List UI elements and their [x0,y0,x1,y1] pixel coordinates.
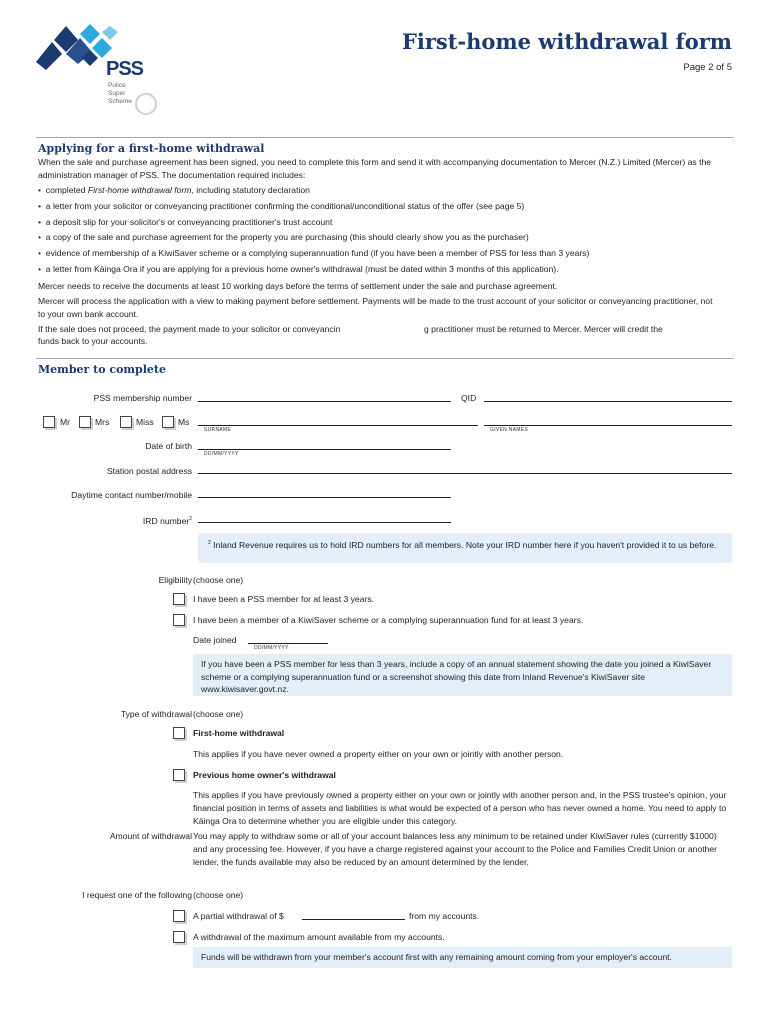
title-mrs-label: Mrs [95,417,110,427]
date-of-birth-field[interactable] [198,449,451,450]
settlement-paragraph: Mercer needs to receive the documents at least 10 working days before the terms of settlement under the sale and purchase agreement. [38,281,558,291]
first-home-withdrawal-label: First-home withdrawal [193,728,285,738]
surname-field[interactable] [198,425,478,426]
previous-owner-withdrawal-label: Previous home owner's withdrawal [193,770,336,780]
title-miss-checkbox[interactable] [120,416,132,428]
list-item: • a letter from Kāinga Ora if you are applying for a previous home owner's withdrawal (must be dated within 3 months of this application). [38,263,559,274]
documentation-list [38,183,738,278]
partial-withdrawal-checkbox[interactable] [173,910,185,922]
first-home-withdrawal-checkbox[interactable] [173,727,185,739]
funds-note: Funds will be withdrawn from your member's account first with any remaining amount coming from your employer's account. [193,947,732,968]
withdrawal-type-label: Type of withdrawal [120,709,192,719]
date-joined-label: Date joined [193,635,237,645]
title-mrs-checkbox[interactable] [79,416,91,428]
partial-withdrawal-label: A partial withdrawal of $ [193,911,284,921]
refund-paragraph-part: g practitioner must be returned to Mercer. Mercer will credit the [424,324,663,334]
date-joined-field[interactable] [248,643,328,644]
contact-number-label: Daytime contact number/mobile [71,490,192,500]
title-ms-checkbox[interactable] [162,416,174,428]
list-item: • a deposit slip for your solicitor's or conveyancing practitioner's trust account [38,216,333,227]
surname-hint: SURNAME [204,427,232,433]
previous-owner-withdrawal-desc: This applies if you have previously owned a property either on your own or jointly with another person and, in the PSS trustee's opinion, your financial position in terms of assets and liabilities is what would be expected of a person who has never owned a home. You need to apply to Kāinga Ora to determine whether you are eligible under this category. [193,790,727,826]
section-heading-member: Member to complete [38,363,166,376]
logo-text: PSS [106,58,144,80]
ird-number-field[interactable] [198,522,451,523]
pss-logo [36,24,176,119]
ird-number-label: IRD number$^2$ [142,515,192,526]
eligibility-pss-3yrs-label: I have been a PSS member for at least 3 years. [193,594,375,604]
partial-withdrawal-suffix: from my accounts. [409,911,480,921]
refund-paragraph-part: funds back to your accounts. [38,336,148,346]
given-names-hint: GIVEN NAMES [490,427,529,433]
logo-sub-line: Police [108,82,126,89]
applying-intro: When the sale and purchase agreement has been signed, you need to complete this form and send it with accompanying documentation to Mercer (N.Z.) Limited (Mercer) as the administration manager of PSS. The documentation required includes: [38,157,712,180]
date-of-birth-hint: DD/MM/YYYY [204,451,239,457]
qid-label: QID [461,393,477,403]
withdrawal-type-choose-one: (choose one) [193,709,244,719]
title-mr-label: Mr [60,417,71,427]
postal-address-label: Station postal address [106,466,192,476]
ird-note: $^2$ Inland Revenue requires us to hold IRD numbers for all members. Note your IRD number here if you haven't provided it to us before. [198,533,732,563]
amount-label: Amount of withdrawal [109,831,192,841]
eligibility-choose-one: (choose one) [193,575,244,585]
title-mr-checkbox[interactable] [43,416,55,428]
pss-membership-label: PSS membership number [93,393,192,403]
eligibility-kiwisaver-checkbox[interactable] [173,614,185,626]
contact-number-field[interactable] [198,497,451,498]
list-item: • completed First-home withdrawal form, including statutory declaration [38,185,310,195]
previous-owner-withdrawal-checkbox[interactable] [173,769,185,781]
eligibility-label: Eligibility [158,575,192,585]
request-choose-one: (choose one) [193,890,244,900]
maximum-withdrawal-label: A withdrawal of the maximum amount available from my accounts. [193,932,445,942]
eligibility-note: If you have been a PSS member for less than 3 years, include a copy of an annual statement showing the date you joined a KiwiSaver scheme or a complying superannuation fund or a screenshot showing this date from Inland Revenue's KiwiSaver site www.kiwisaver.govt.nz. [193,654,732,696]
date-joined-hint: DD/MM/YYYY [254,645,289,651]
logo-sub-line: Scheme [108,98,132,105]
title-miss-label: Miss [136,417,154,427]
page-number: Page 2 of 5 [683,62,732,73]
pss-membership-field[interactable] [198,401,451,402]
title-ms-label: Ms [178,417,190,427]
postal-address-field[interactable] [198,473,732,474]
eligibility-pss-3yrs-checkbox[interactable] [173,593,185,605]
list-item: • evidence of membership of a KiwiSaver scheme or a complying superannuation fund (if you have been a member of PSS for less than 3 years) [38,248,590,259]
date-of-birth-label: Date of birth [145,441,192,451]
first-home-withdrawal-desc: This applies if you have never owned a property either on your own or jointly with another person. [193,749,564,759]
request-label: I request one of the following [82,890,192,900]
payment-paragraph: Mercer will process the application with a view to making payment before settlement. Payments will be made to the trust account of your solicitor or conveyancing practitioner, not to your own bank account. [38,296,713,319]
amount-description: You may apply to withdraw some or all of your account balances less any minimum to be retained under KiwiSaver rules (currently $1000) and any processing fee. However, if you have a charge registered against your account to the Police and Families Credit Union or another lender, the funds available may also be reduced by an amount determined by the lender. [193,831,718,867]
section-heading-applying: Applying for a first-home withdrawal [38,142,265,155]
logo-sub-line: Super [108,90,126,97]
section-divider [36,358,734,359]
form-title: First-home withdrawal form [401,29,732,54]
given-names-field[interactable] [484,425,732,426]
list-item: • a copy of the sale and purchase agreement for the property you are purchasing (this should clearly show you as the purchaser) [38,232,529,243]
partial-amount-field[interactable] [302,919,405,920]
eligibility-kiwisaver-label: I have been a member of a KiwiSaver scheme or a complying superannuation fund for at least 3 years. [193,615,584,625]
list-item: • a letter from your solicitor or conveyancing practitioner confirming the conditional/unconditional status of the offer (see page 5) [38,200,525,211]
header-divider [36,137,734,138]
refund-paragraph-part: If the sale does not proceed, the payment made to your solicitor or conveyancin [38,324,341,334]
maximum-withdrawal-checkbox[interactable] [173,931,185,943]
qid-field[interactable] [484,401,732,402]
